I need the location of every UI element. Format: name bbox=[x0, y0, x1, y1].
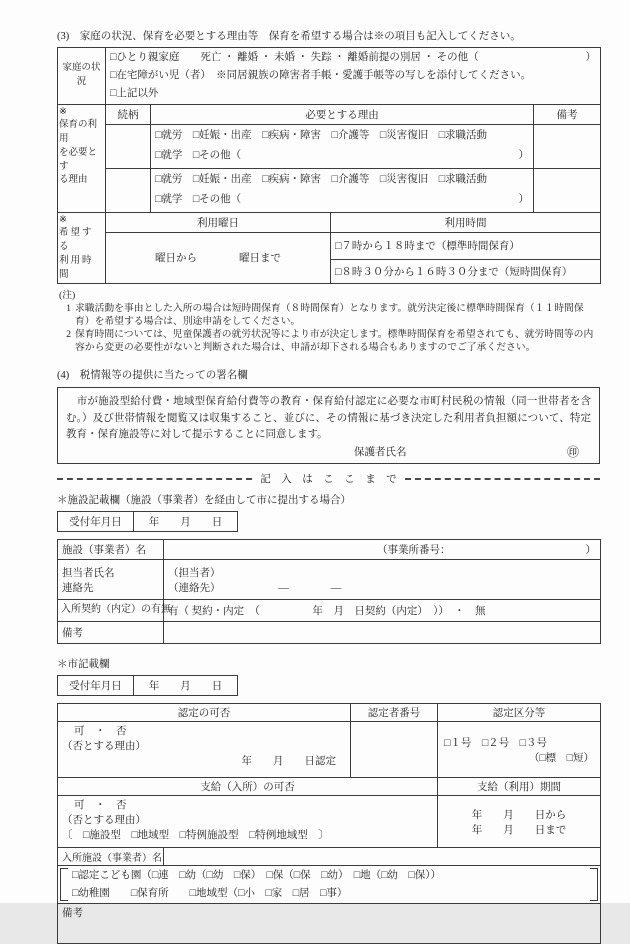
use-days-value: 曜日から 曜日まで bbox=[106, 232, 331, 284]
city-note-label: 備考 bbox=[62, 908, 83, 920]
seal-icon: ㊞ bbox=[566, 445, 579, 460]
category-sub-checkboxes: （□標 □短） bbox=[528, 752, 594, 764]
category-header: 認定区分等 bbox=[438, 704, 601, 722]
grant-denial-reason: （否とする理由） bbox=[62, 815, 146, 827]
note-text: 求職活動を事由とした入所の場合は短時間保育（８時間保育）となります。就労決定後に標準時間保育（１１時間保育）を希望する場合は、別途申請をしてください。 bbox=[75, 303, 584, 328]
hours-option-standard: □７時から１８時まで（標準時間保育） bbox=[331, 232, 601, 260]
col-header-use-days: 利用曜日 bbox=[106, 212, 331, 232]
approval-yes-no: 可 ・ 否 bbox=[74, 726, 127, 738]
facility-note-cell bbox=[164, 622, 601, 644]
reason-row-label: ※ 保育の利用 を必要とす る理由 bbox=[58, 104, 106, 212]
family-status-label: 家庭の状況 bbox=[58, 48, 106, 105]
facility-type-checkboxes-line2: □幼稚園 □保育所 □地域型（□小 □家 □居 □事） bbox=[72, 887, 348, 899]
approval-cell bbox=[58, 722, 351, 778]
city-receipt-date-table bbox=[57, 675, 238, 696]
receipt-date-label: 受付年月日 bbox=[58, 676, 134, 696]
note-item-1 bbox=[57, 302, 594, 328]
hours-option-short: □８時３０分から１６時３０分まで（短時間保育） bbox=[331, 260, 601, 284]
guardian-name-label: 保護者氏名 bbox=[354, 447, 407, 459]
reason-checkboxes-line1: □就労 □妊娠・出産 □疾病・障害 □介護等 □災害復旧 □求職活動 bbox=[155, 129, 488, 141]
reason-cell-2 bbox=[151, 168, 534, 212]
note-text: 保育時間については、児童保護者の就労状況等により市が決定します。標準時間保育を希望されても、就労時間等の内容から変更の必要性がないと判断された場合は、申請が却下される場合もありますのでご了承ください。 bbox=[75, 329, 594, 354]
period-to-line: 年 月 日まで bbox=[471, 824, 567, 836]
signature-box bbox=[57, 387, 600, 464]
col-header-relationship: 続柄 bbox=[106, 104, 151, 124]
grant-type-checkboxes: 〔 □施設型 □地域型 □特例施設型 □特例地域型 〕 bbox=[62, 830, 329, 842]
certifier-number-header: 認定者番号 bbox=[351, 704, 438, 722]
left-bracket bbox=[60, 868, 68, 901]
approval-date-line: 年 月 日認定 bbox=[241, 756, 336, 768]
admission-contract-value: 有（ 契約・内定 （ 年 月 日契約（内定） ）） ・ 無 bbox=[164, 600, 601, 622]
grant-header: 支給（入所）の可否 bbox=[58, 778, 438, 796]
dashed-line bbox=[57, 478, 252, 480]
approval-header: 認定の可否 bbox=[58, 704, 351, 722]
category-checkboxes: □１号 □２号 □３号 bbox=[444, 737, 548, 749]
dashed-line bbox=[405, 478, 600, 480]
reason-checkboxes-line2: □就学 □その他（ bbox=[155, 194, 242, 206]
facility-note-label: 備考 bbox=[58, 622, 164, 644]
admitted-facility-label: 入所施設（事業者）名 bbox=[58, 848, 164, 865]
reason-cell-1 bbox=[151, 124, 534, 168]
city-section-title: ＊市記載欄 bbox=[57, 659, 110, 671]
col-header-use-hours: 利用時間 bbox=[331, 212, 601, 232]
note-number: 2 bbox=[66, 329, 71, 341]
grant-cell bbox=[58, 796, 438, 848]
receipt-date-value: 年 月 日 bbox=[134, 676, 238, 696]
office-number-label: （事業所番号： bbox=[377, 545, 451, 557]
single-parent-paren-close: ） bbox=[585, 52, 597, 63]
consent-text: 市が施設型給付費・地域型保育給付費等の教育・保育給付認定に必要な市町村民税の情報（同一世帯者を含む。）及び世帯情報を閲覧又は収集すること、並びに、その情報に基づき決定した利用者負担額について、特定教育・保育施設等に対して提示することに同意します。 bbox=[66, 396, 591, 440]
contact-labels-cell bbox=[58, 560, 164, 600]
facility-receipt-date-table bbox=[57, 511, 238, 532]
facility-name-label: 施設（事業者）名 bbox=[58, 540, 164, 560]
desired-hours-label: ※ 希望する 利用時間 bbox=[58, 212, 106, 284]
reason-paren-close: ） bbox=[518, 194, 529, 206]
note-cell-2 bbox=[534, 168, 601, 212]
city-note-cell bbox=[58, 904, 601, 944]
category-cell bbox=[438, 722, 601, 778]
office-number-paren-close: ） bbox=[585, 545, 596, 557]
note-item-2 bbox=[57, 328, 594, 354]
reason-checkboxes-line2: □就学 □その他（ bbox=[155, 150, 242, 162]
asterisk-mark: ※ bbox=[59, 106, 67, 117]
staff-name-value: （担当者） bbox=[168, 567, 221, 579]
section3-title: (3) 家庭の状況、保育を必要とする理由等 保育を希望する場合は※の項目も記入してください。 bbox=[57, 31, 521, 42]
facility-name-cell bbox=[164, 540, 601, 560]
col-header-note: 備考 bbox=[534, 104, 601, 124]
facility-type-checkboxes-line1: □認定こども園（□連 □幼（□幼 □保） □保（□保 □幼） □地（□幼 □保）） bbox=[72, 870, 442, 882]
note-number: 1 bbox=[66, 303, 71, 315]
reason-paren-close: ） bbox=[518, 150, 529, 162]
receipt-date-label: 受付年月日 bbox=[58, 512, 134, 532]
col-header-reason: 必要とする理由 bbox=[151, 104, 534, 124]
asterisk-mark: ※ bbox=[59, 214, 67, 225]
staff-name-label: 担当者氏名 bbox=[62, 567, 115, 579]
entry-end-divider bbox=[57, 471, 600, 486]
contact-values-cell bbox=[164, 560, 601, 600]
period-from-line: 年 月 日から bbox=[471, 809, 567, 821]
note-cell-1 bbox=[534, 124, 601, 168]
contact-label: 連絡先 bbox=[62, 582, 94, 594]
right-bracket bbox=[590, 868, 598, 901]
grant-period-header: 支給（利用）期間 bbox=[438, 778, 601, 796]
grant-period-cell bbox=[438, 796, 601, 848]
notes-block bbox=[57, 289, 594, 354]
other-than-above-option-line: □上記以外 bbox=[110, 87, 159, 99]
notes-header: (注) bbox=[59, 290, 76, 302]
single-parent-option-line: □ひとり親家庭 死亡 ・ 離婚 ・ 未婚 ・ 失踪 ・ 離婚前提の別居 ・ その他（ bbox=[110, 52, 479, 63]
facility-section-title: ＊施設記載欄（施設（事業者）を経由して市に提出する場合） bbox=[57, 495, 351, 507]
relationship-cell-2 bbox=[106, 168, 151, 212]
home-disability-option-line: □在宅障がい児（者） ※同居親族の障害者手帳・愛護手帳等の写しを添付してください。 bbox=[110, 69, 532, 81]
city-decision-table bbox=[57, 703, 601, 944]
admitted-facility-row bbox=[58, 848, 601, 866]
section4-title: (4) 税情報等の提供に当たっての署名欄 bbox=[57, 370, 248, 382]
approval-denial-reason: （否とする理由） bbox=[62, 741, 146, 753]
family-status-options-cell bbox=[106, 48, 601, 105]
entry-end-label: 記 入 は こ こ ま で bbox=[260, 474, 397, 486]
admission-contract-label: 入所契約（内定）の有無 bbox=[58, 600, 164, 622]
grant-yes-no: 可 ・ 否 bbox=[74, 800, 127, 812]
facility-type-row bbox=[58, 866, 601, 904]
receipt-date-value: 年 月 日 bbox=[134, 512, 238, 532]
facility-info-table bbox=[57, 539, 601, 644]
relationship-cell-1 bbox=[106, 124, 151, 168]
certifier-number-cell bbox=[351, 722, 438, 778]
contact-value: （連絡先） ― ― bbox=[168, 582, 342, 594]
reason-checkboxes-line1: □就労 □妊娠・出産 □疾病・障害 □介護等 □災害復旧 □求職活動 bbox=[155, 173, 488, 185]
family-status-table bbox=[57, 47, 601, 284]
